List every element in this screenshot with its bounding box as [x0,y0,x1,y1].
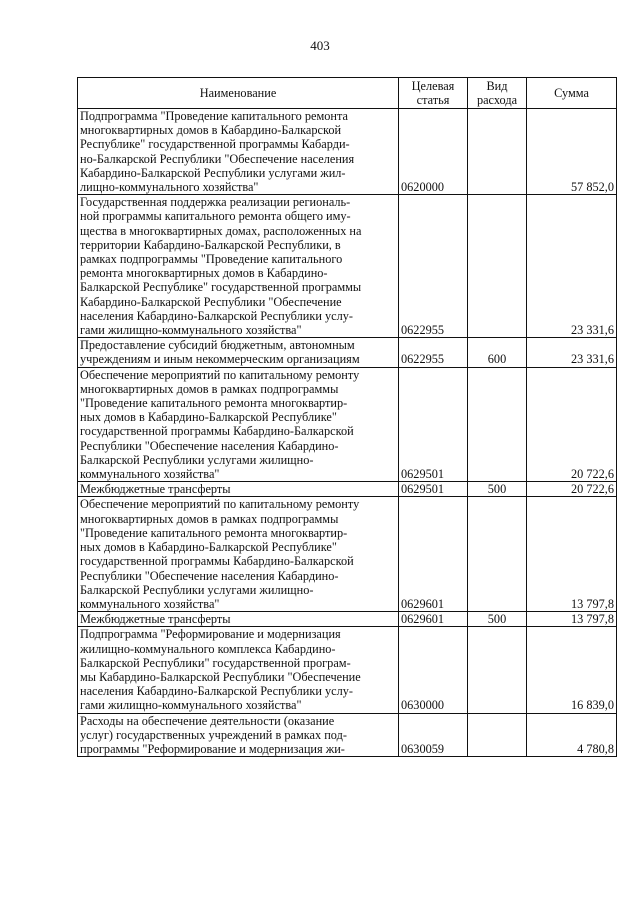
row-name-line: ной программы капитального ремонта общего иму- [80,209,351,224]
header-type-line2: расхода [476,93,518,107]
row-name-line: ных домов в Кабардино-Балкарской Республике" [80,410,337,425]
row-sum-cell: 23 331,6 [527,195,617,338]
row-name-cell [78,338,399,367]
row-name-line: но-Балкарской Республики "Обеспечение населения [80,151,355,166]
table-row [78,482,617,497]
row-sum-cell: 16 839,0 [527,627,617,713]
row-name-line: Межбюджетные трансферты [80,612,231,627]
row-type-cell [468,109,527,195]
row-name-line: жилищно-коммунального комплекса Кабардино- [80,641,336,656]
row-name-line: коммунального хозяйства" [80,596,220,611]
row-name-line: коммунального хозяйства" [80,467,220,482]
row-type-cell: 500 [468,612,527,627]
row-type-cell [468,713,527,757]
row-sum-cell: 4 780,8 [527,713,617,757]
row-name-cell [78,497,399,612]
row-name-line: многоквартирных домов в рамках подпрограммы [80,511,339,526]
row-code-cell: 0629501 [399,367,468,482]
header-sum: Сумма [527,78,617,109]
row-code-cell: 0629501 [399,482,468,497]
table-row [78,195,617,338]
table-header-row [78,78,617,109]
row-name-line: учреждениям и иным некоммерческим организациям [80,352,360,367]
row-name-line: Балкарской Республики услугами жилищно- [80,452,314,467]
header-name: Наименование [78,78,399,109]
row-sum-cell: 20 722,6 [527,367,617,482]
row-name-line: лищно-коммунального хозяйства" [80,180,259,195]
header-type [468,78,527,109]
row-name-cell [78,482,399,497]
row-name-line: ремонта многоквартирных домов в Кабардино- [80,266,328,281]
row-name-line: "Проведение капитального ремонта многоквартир- [80,525,348,540]
header-type-line1: Вид [486,78,508,93]
row-code-cell: 0630059 [399,713,468,757]
row-sum-cell: 57 852,0 [527,109,617,195]
row-name-line: Кабардино-Балкарской Республики "Обеспечение [80,294,342,309]
row-name-line: Балкарской Республики" государственной програм- [80,655,351,670]
row-name-line: программы "Реформирование и модернизация жи- [80,741,345,756]
row-code-cell: 0620000 [399,109,468,195]
row-code-cell: 0630000 [399,627,468,713]
row-name-line: территории Кабардино-Балкарской Республики, в [80,237,341,252]
row-name-line: Подпрограмма "Реформирование и модернизация [80,627,341,642]
table-body [78,109,617,757]
row-name-line: населения Кабардино-Балкарской Республики услу- [80,308,353,323]
row-name-cell [78,195,399,338]
row-name-line: Республике" государственной программы Кабарди- [80,137,350,152]
row-name-line: щества в многоквартирных домах, расположенных на [80,223,362,238]
row-name-line: многоквартирных домов в Кабардино-Балкарской [80,123,342,138]
row-name-line: услуг) государственных учреждений в рамках под- [80,727,347,742]
page-number: 403 [310,38,330,53]
row-type-cell [468,367,527,482]
row-name-line: рамках подпрограммы "Проведение капитального [80,252,343,267]
row-name-line: "Проведение капитального ремонта многоквартир- [80,396,348,411]
row-type-cell [468,195,527,338]
row-type-cell: 600 [468,338,527,367]
row-name-line: Межбюджетные трансферты [80,482,231,497]
row-name-line: мы Кабардино-Балкарской Республики "Обеспечение [80,669,361,684]
row-sum-cell: 13 797,8 [527,497,617,612]
table-row [78,713,617,757]
row-name-line: Обеспечение мероприятий по капитальному ремонту [80,367,360,382]
row-name-line: гами жилищно-коммунального хозяйства" [80,698,302,713]
table-row [78,367,617,482]
row-name-line: государственной программы Кабардино-Балкарской [80,424,354,439]
row-code-cell: 0629601 [399,612,468,627]
table-row [78,338,617,367]
row-name-cell [78,367,399,482]
row-code-cell: 0629601 [399,497,468,612]
row-name-line: Государственная поддержка реализации региональ- [80,195,351,210]
row-name-line: Расходы на обеспечение деятельности (оказание [80,713,335,728]
row-name-line: ных домов в Кабардино-Балкарской Республике" [80,540,337,555]
budget-table [77,77,617,757]
header-code-line2: статья [416,93,450,107]
row-name-line: Балкарской Республике" государственной программы [80,280,362,295]
row-name-line: Республики "Обеспечение населения Кабардино- [80,568,339,583]
table-row [78,497,617,612]
row-code-cell: 0622955 [399,195,468,338]
row-name-line: гами жилищно-коммунального хозяйства" [80,323,302,338]
header-code-line1: Целевая [411,78,455,93]
row-name-line: государственной программы Кабардино-Балкарской [80,554,354,569]
row-name-cell [78,627,399,713]
row-type-cell [468,627,527,713]
row-sum-cell: 20 722,6 [527,482,617,497]
row-name-cell [78,109,399,195]
row-name-line: Подпрограмма "Проведение капитального ремонта [80,109,348,123]
table-row [78,627,617,713]
row-name-line: населения Кабардино-Балкарской Республики услу- [80,684,353,699]
header-code [399,78,468,109]
row-type-cell [468,497,527,612]
row-code-cell: 0622955 [399,338,468,367]
row-sum-cell: 23 331,6 [527,338,617,367]
row-name-line: Балкарской Республики услугами жилищно- [80,582,314,597]
row-name-line: Обеспечение мероприятий по капитальному ремонту [80,497,360,512]
row-name-line: Предоставление субсидий бюджетным, автономным [80,338,355,353]
row-name-line: Кабардино-Балкарской Республики услугами жил- [80,165,346,180]
table-row [78,109,617,195]
row-name-cell [78,612,399,627]
row-name-cell [78,713,399,757]
row-sum-cell: 13 797,8 [527,612,617,627]
row-type-cell: 500 [468,482,527,497]
row-name-line: Республики "Обеспечение населения Кабардино- [80,438,339,453]
row-name-line: многоквартирных домов в рамках подпрограммы [80,381,339,396]
table-row [78,612,617,627]
